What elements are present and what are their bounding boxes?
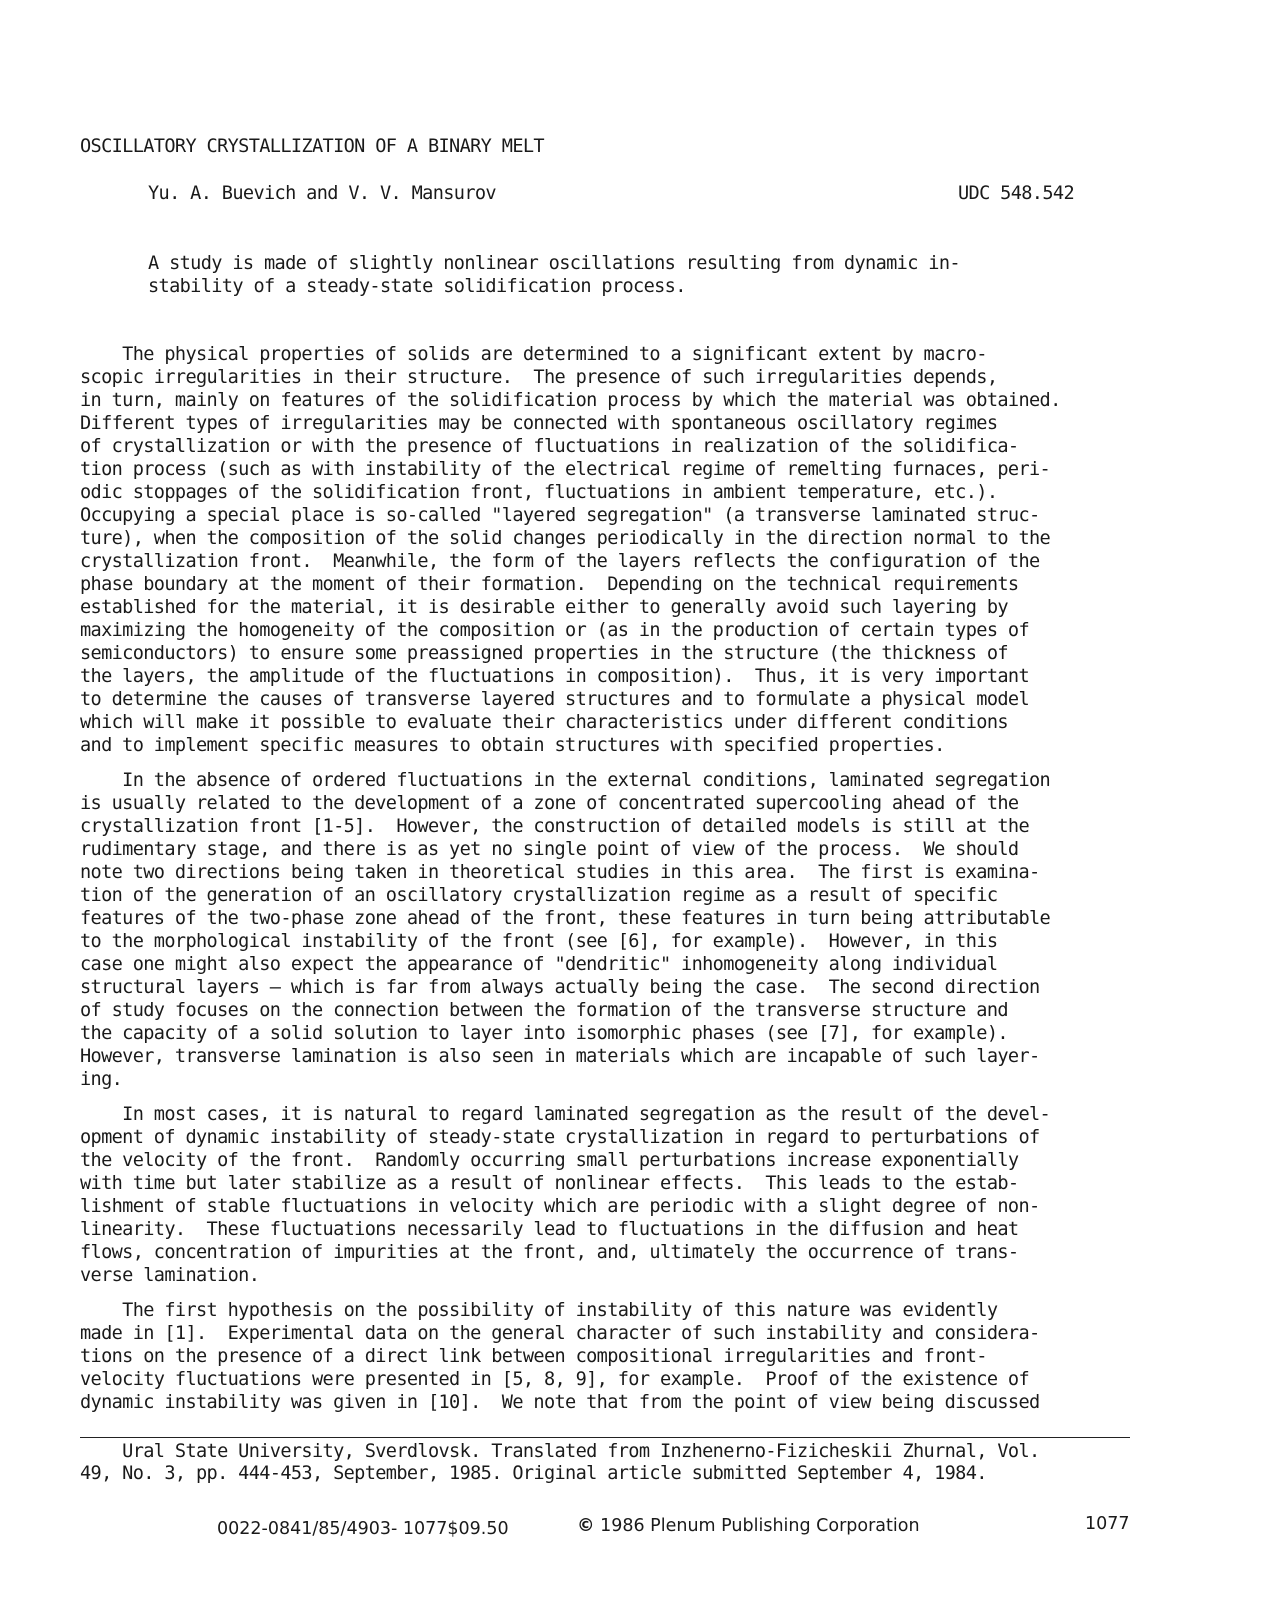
text-line: verse lamination. xyxy=(80,1265,260,1286)
text-line: Different types of irregularities may be connected with spontaneous oscillatory regimes xyxy=(80,413,998,434)
text-line: velocity fluctuations were presented in [5, 8, 9], for example. Proof of the existence of xyxy=(80,1369,1029,1390)
text-line: opment of dynamic instability of steady-state crystallization in regard to perturbations of xyxy=(80,1127,1040,1148)
paragraph xyxy=(80,1103,1200,1287)
text-line: The first hypothesis on the possibility of instability of this nature was evidently xyxy=(80,1300,998,1321)
text-line: established for the material, it is desirable either to generally avoid such layering by xyxy=(80,597,1008,618)
page-number: 1077 xyxy=(1085,1514,1130,1534)
footnote-divider xyxy=(80,1437,1130,1438)
text-line: flows, concentration of impurities at the front, and, ultimately the occurrence of trans- xyxy=(80,1242,1019,1263)
text-line: tions on the presence of a direct link between compositional irregularities and front- xyxy=(80,1346,987,1367)
text-line: ing. xyxy=(80,1069,123,1090)
text-line: tion process (such as with instability of the electrical regime of remelting furnaces, peri- xyxy=(80,459,1051,480)
text-line: of study focuses on the connection between the formation of the transverse structure and xyxy=(80,1000,1008,1021)
abstract-line: stability of a steady-state solidification process. xyxy=(148,276,686,297)
text-line: the velocity of the front. Randomly occurring small perturbations increase exponentially xyxy=(80,1150,1019,1171)
text-line: crystallization front. Meanwhile, the form of the layers reflects the configuration of the xyxy=(80,551,1040,572)
text-line: However, transverse lamination is also seen in materials which are incapable of such layer- xyxy=(80,1046,1040,1067)
text-line: structural layers — which is far from always actually being the case. The second direction xyxy=(80,977,1040,998)
text-line: semiconductors) to ensure some preassigned properties in the structure (the thickness of xyxy=(80,643,1008,664)
text-line: the capacity of a solid solution to layer into isomorphic phases (see [7], for example). xyxy=(80,1023,1008,1044)
text-line: tion of the generation of an oscillatory crystallization regime as a result of specific xyxy=(80,885,998,906)
text-line: In the absence of ordered fluctuations in the external conditions, laminated segregation xyxy=(80,770,1051,791)
copyright-text: 1986 Plenum Publishing Corporation xyxy=(600,1516,920,1536)
text-line: Occupying a special place is so-called "layered segregation" (a transverse laminated struc- xyxy=(80,505,1040,526)
text-line: In most cases, it is natural to regard laminated segregation as the result of the devel- xyxy=(80,1104,1051,1125)
issn-code: 0022-0841/85/4903- 1077$09.50 xyxy=(217,1519,509,1539)
text-line: ture), when the composition of the solid changes periodically in the direction normal to the xyxy=(80,528,1051,549)
article-title: OSCILLATORY CRYSTALLIZATION OF A BINARY MELT xyxy=(80,136,544,157)
text-line: of crystallization or with the presence of fluctuations in realization of the solidifica- xyxy=(80,436,1019,457)
text-line: features of the two-phase zone ahead of the front, these features in turn being attributable xyxy=(80,908,1051,929)
text-line: in turn, mainly on features of the solidification process by which the material was obtained. xyxy=(80,390,1061,411)
text-line: made in [1]. Experimental data on the general character of such instability and considera- xyxy=(80,1323,1040,1344)
text-line: is usually related to the development of a zone of concentrated supercooling ahead of the xyxy=(80,793,1019,814)
text-line: lishment of stable fluctuations in velocity which are periodic with a slight degree of non- xyxy=(80,1196,1040,1217)
text-line: maximizing the homogeneity of the composition or (as in the production of certain types of xyxy=(80,620,1029,641)
abstract-line: A study is made of slightly nonlinear oscillations resulting from dynamic in- xyxy=(148,253,960,274)
text-line: and to implement specific measures to obtain structures with specified properties. xyxy=(80,735,945,756)
text-line: note two directions being taken in theoretical studies in this area. The first is examina- xyxy=(80,862,1040,883)
text-line: rudimentary stage, and there is as yet no single point of view of the process. We should xyxy=(80,839,1019,860)
text-line: dynamic instability was given in [10]. We note that from the point of view being discussed xyxy=(80,1392,1040,1413)
article-body xyxy=(80,343,1200,1426)
text-line: odic stoppages of the solidification front, fluctuations in ambient temperature, etc.). xyxy=(80,482,998,503)
text-line: phase boundary at the moment of their formation. Depending on the technical requirements xyxy=(80,574,1019,595)
text-line: linearity. These fluctuations necessarily lead to fluctuations in the diffusion and heat xyxy=(80,1219,1019,1240)
paragraph xyxy=(80,1299,1200,1414)
footnote xyxy=(80,1441,1180,1485)
copyright-icon: © xyxy=(577,1516,595,1536)
paragraph xyxy=(80,343,1200,757)
footnote-line: 49, No. 3, pp. 444-453, September, 1985. Original article submitted September 4, 1984. xyxy=(80,1463,987,1484)
paragraph xyxy=(80,769,1200,1091)
text-line: to determine the causes of transverse layered structures and to formulate a physical model xyxy=(80,689,1029,710)
text-line: crystallization front [1-5]. However, the construction of detailed models is still at the xyxy=(80,816,1029,837)
text-line: case one might also expect the appearance of "dendritic" inhomogeneity along individual xyxy=(80,954,998,975)
abstract xyxy=(148,252,1148,298)
copyright-notice xyxy=(577,1516,920,1536)
text-line: the layers, the amplitude of the fluctuations in composition). Thus, it is very important xyxy=(80,666,1029,687)
text-line: scopic irregularities in their structure. The presence of such irregularities depends, xyxy=(80,367,998,388)
text-line: to the morphological instability of the front (see [6], for example). However, in this xyxy=(80,931,998,952)
author-line: Yu. A. Buevich and V. V. Mansurov xyxy=(148,183,496,204)
footnote-line: Ural State University, Sverdlovsk. Translated from Inzhenerno-Fizicheskii Zhurnal, Vol. xyxy=(80,1441,1040,1462)
text-line: with time but later stabilize as a result of nonlinear effects. This leads to the estab- xyxy=(80,1173,1019,1194)
text-line: which will make it possible to evaluate their characteristics under different conditions xyxy=(80,712,1008,733)
text-line: The physical properties of solids are determined to a significant extent by macro- xyxy=(80,344,987,365)
udc-code: UDC 548.542 xyxy=(958,183,1074,204)
